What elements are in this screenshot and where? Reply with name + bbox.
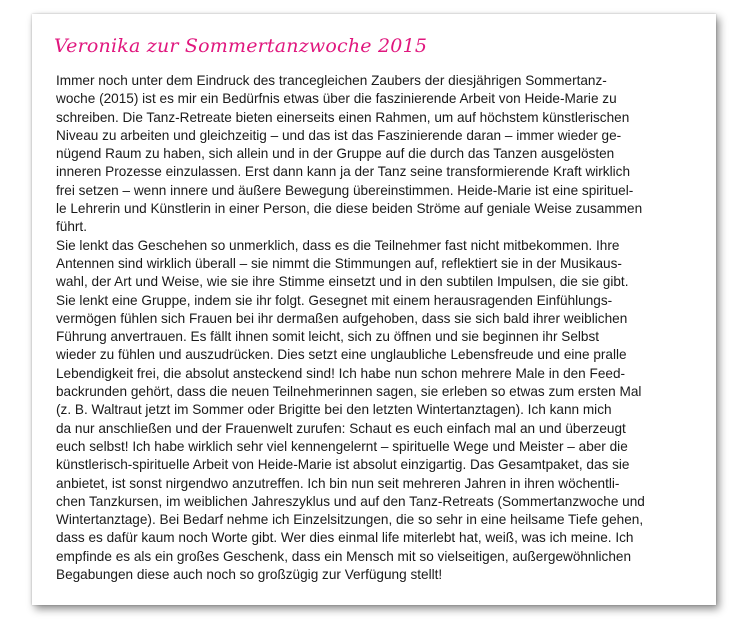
paragraph-1 xyxy=(56,72,708,237)
text-line: wahl, der Art und Weise, wie sie ihre Stimme einsetzt und in den subtilen Impulsen, die sie gibt. xyxy=(56,274,629,290)
testimonial-card xyxy=(32,14,716,605)
text-line: Wintertanztage). Bei Bedarf nehme ich Einzelsitzungen, die so sehr in eine heilsame Tiefe gehen, xyxy=(56,512,644,528)
text-line: woche (2015) ist es mir ein Bedürfnis etwas über die faszinierende Arbeit von Heide-Marie zu xyxy=(56,91,617,107)
text-line: frei setzen – wenn innere und äußere Bewegung übereinstimmen. Heide-Marie ist eine spirituel- xyxy=(56,182,634,198)
testimonial-body xyxy=(56,72,708,584)
text-line: Sie lenkt das Geschehen so unmerklich, dass es die Teilnehmer fast nicht mitbekommen. Ihre xyxy=(56,237,620,253)
text-line: backrunden gehört, dass die neuen Teilnehmerinnen sagen, sie erleben so etwas zum ersten Mal xyxy=(56,384,642,400)
text-line: führt. xyxy=(56,219,87,235)
paragraph-2 xyxy=(56,237,708,585)
text-line: (z. B. Waltraut jetzt im Sommer oder Brigitte bei den letzten Wintertanztagen). Ich kann mich xyxy=(56,402,612,418)
text-line: nügend Raum zu haben, sich allein und in der Gruppe auf die durch das Tanzen ausgelösten xyxy=(56,146,615,162)
text-line: schreiben. Die Tanz-Retreate bieten einerseits einen Rahmen, um auf höchstem künstlerischen xyxy=(56,109,630,125)
text-line: Antennen sind wirklich überall – sie nimmt die Stimmungen auf, reflektiert sie in der Musikaus- xyxy=(56,255,622,271)
text-line: Immer noch unter dem Eindruck des trancegleichen Zaubers der diesjährigen Sommertanz- xyxy=(56,73,607,88)
text-line: chen Tanzkursen, im weiblichen Jahreszyklus und auf den Tanz-Retreats (Sommertanzwoche und xyxy=(56,493,645,509)
text-line: Lebendigkeit frei, die absolut ansteckend sind! Ich habe nun schon mehrere Male in den Feed- xyxy=(56,365,626,381)
text-line: künstlerisch-spirituelle Arbeit von Heide-Marie ist absolut einzigartig. Das Gesamtpaket, das sie xyxy=(56,457,630,473)
text-line: inneren Prozesse einzulassen. Erst dann kann ja der Tanz seine transformierende Kraft wirklich xyxy=(56,164,631,180)
text-line: da nur anschließen und der Frauenwelt zurufen: Schaut es euch einfach mal an und überzeugt xyxy=(56,420,626,436)
text-line: Führung anvertrauen. Es fällt ihnen somit leicht, sich zu öffnen und sie beginnen ihr Selbst xyxy=(56,329,600,345)
text-line: Sie lenkt eine Gruppe, indem sie ihr folgt. Gesegnet mit einem herausragenden Einfühlungs- xyxy=(56,292,613,308)
text-line: wieder zu fühlen und auszudrücken. Dies setzt eine unglaubliche Lebensfreude und eine pralle xyxy=(56,347,627,363)
text-line: anbietet, ist sonst nirgendwo anzutreffen. Ich bin nun seit mehreren Jahren in ihren wöchentli- xyxy=(56,475,620,491)
text-line: le Lehrerin und Künstlerin in einer Person, die diese beiden Ströme auf geniale Weise zusammen xyxy=(56,201,643,217)
text-line: empfinde es als ein großes Geschenk, dass ein Mensch mit so vielseitigen, außergewöhnlichen xyxy=(56,548,632,564)
text-line: Begabungen diese auch noch so großzügig zur Verfügung stellt! xyxy=(56,567,443,583)
text-line: Niveau zu arbeiten und gleichzeitig – und das ist das Faszinierende daran – immer wieder ge- xyxy=(56,127,622,143)
text-line: vermögen fühlen sich Frauen bei ihr dermaßen aufgehoben, dass sie sich bald ihrer weiblichen xyxy=(56,310,628,326)
text-line: euch selbst! Ich habe wirklich sehr viel kennengelernt – spirituelle Wege und Meister – aber die xyxy=(56,438,628,454)
text-line: dass es dafür kaum noch Worte gibt. Wer dies einmal life miterlebt hat, weiß, was ich meine. Ich xyxy=(56,530,634,546)
testimonial-title: Veronika zur Sommertanzwoche 2015 xyxy=(54,35,428,57)
